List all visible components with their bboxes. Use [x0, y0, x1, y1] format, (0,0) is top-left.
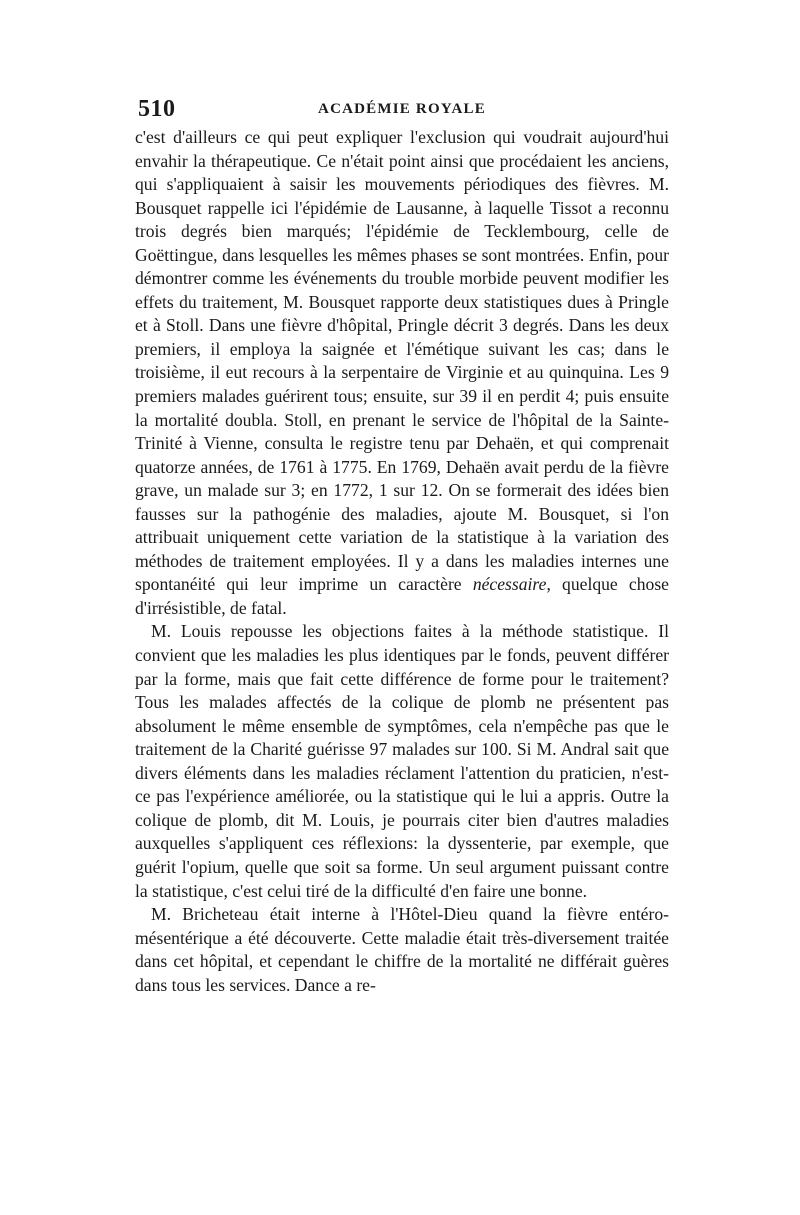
- paragraph-1-tail: , quelque chose d'irrésistible, de fatal.: [135, 574, 669, 618]
- paragraph-3-text: M. Bricheteau était interne à l'Hôtel-Dieu quand la fièvre entéro-mésentérique a été découverte. Cette maladie était très-diversement traitée dans cet hôpital, et cependant le chiffre de la mortalité ne différait guères dans tous les services. Dance a re-: [135, 904, 669, 995]
- paragraph-1-italic: nécessaire: [472, 574, 547, 595]
- paragraph-2-text: M. Louis repousse les objections faites à la méthode statistique. Il convient que les maladies les plus identiques par le fonds, peuvent différer par la forme, mais que fait cette différence de forme pour le traitement? Tous les malades affectés de la colique de plomb ne présentent pas absolument le même ensemble de symptômes, cela n'empêche pas que le traitement de la Charité guérisse 97 malades sur 100. Si M. Andral sait que divers éléments dans les maladies réclament l'attention du praticien, n'est-ce pas l'expérience améliorée, ou la statistique qui le lui a appris. Outre la colique de plomb, dit M. Louis, je pourrais citer bien d'autres maladies auxquelles s'appliquent ces réflexions: la dyssenterie, par exemple, que guérit l'opium, quelle que soit sa forme. Un seul argument puissant contre la statistique, c'est celui tiré de la difficulté d'en faire une bonne.: [135, 621, 669, 901]
- page-number: 510: [138, 96, 176, 122]
- paragraph-3: [135, 903, 669, 997]
- paragraph-1-text: c'est d'ailleurs ce qui peut expliquer l'exclusion qui voudrait aujourd'hui envahir la thérapeutique. Ce n'était point ainsi que procédaient les anciens, qui s'appliquaient à saisir les mouvements périodiques des fièvres. M. Bousquet rappelle ici l'épidémie de Lausanne, à laquelle Tissot a reconnu trois degrés bien marqués; l'épidémie de Tecklembourg, celle de Goëttingue, dans lesquelles les mêmes phases se sont montrées. Enfin, pour démontrer comme les événements du trouble morbide peuvent modifier les effets du traitement, M. Bousquet rapporte deux statistiques dues à Pringle et à Stoll. Dans une fièvre d'hôpital, Pringle décrit 3 degrés. Dans les deux premiers, il employa la saignée et l'émétique suivant les cas; dans le troisième, il eut recours à la serpentaire de Virginie et au quinquina. Les 9 premiers malades guérirent tous; ensuite, sur 39 il en perdit 4; puis ensuite la mortalité doubla. Stoll, en prenant le service de l'hôpital de la Sainte-Trinité à Vienne, consulta le registre tenu par Dehaën, et qui comprenait quatorze années, de 1761 à 1775. En 1769, Dehaën avait perdu de la fièvre grave, un malade sur 3; en 1772, 1 sur 12. On se formerait des idées bien fausses sur la pathogénie des maladies, ajoute M. Bousquet, si l'on attribuait uniquement cette variation de la statistique à la variation des méthodes de traitement employées. Il y a dans les maladies internes une spontanéité qui leur imprime un caractère: [135, 127, 669, 595]
- book-page: [135, 96, 669, 1176]
- body-text: [135, 126, 669, 997]
- paragraph-1: [135, 126, 669, 620]
- page-header: [135, 96, 669, 126]
- paragraph-2: [135, 620, 669, 903]
- running-title: ACADÉMIE ROYALE: [318, 101, 486, 117]
